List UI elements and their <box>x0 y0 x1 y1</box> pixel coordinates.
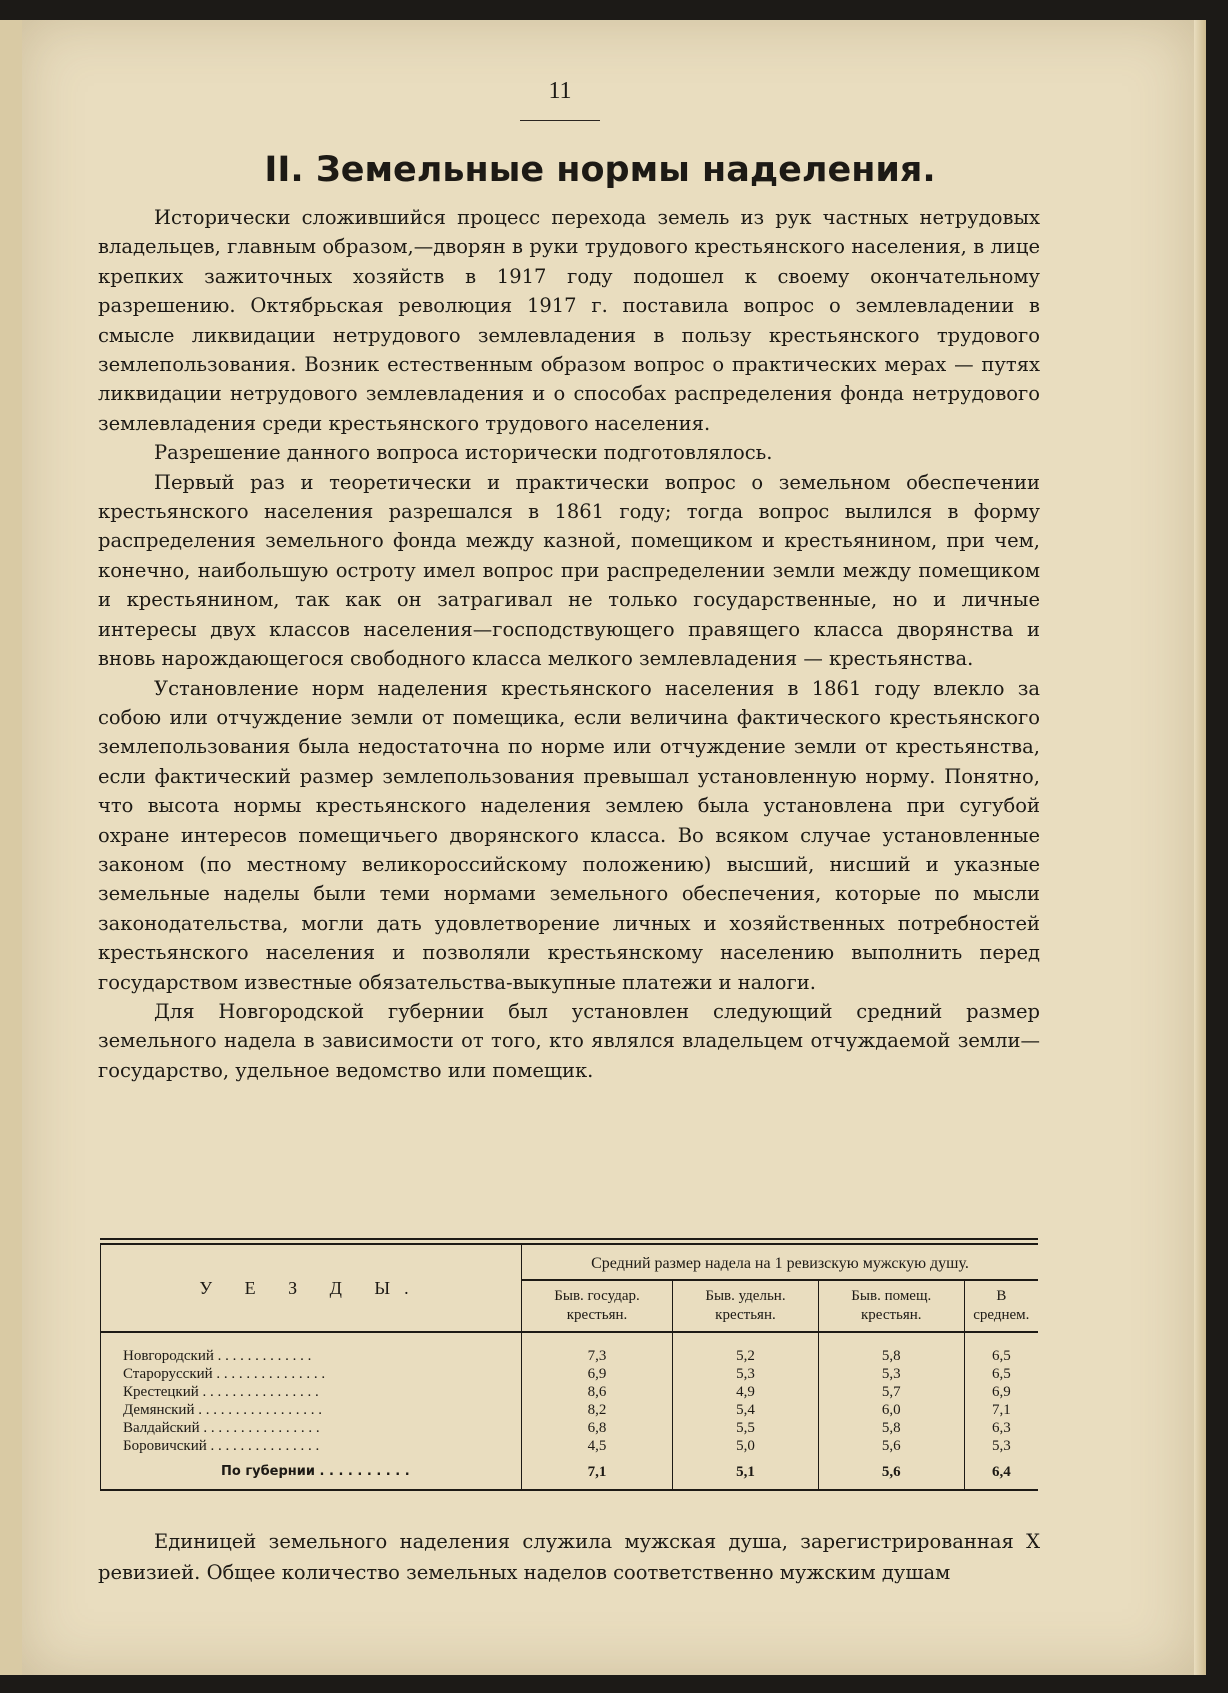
table-row <box>101 1437 1039 1455</box>
value-cell: 6,9 <box>964 1383 1038 1401</box>
column-header: В среднем. <box>964 1280 1038 1332</box>
value-cell: 6,5 <box>964 1365 1038 1383</box>
paragraph: Первый раз и теоретически и практически вопрос о земельном обеспечении крестьянского населения разрешался в 1861 году; тогда вопрос вылился в форму распределения земельного фонда между казной, помещиком и крестьянином, при чем, конечно, наибольшую остроту имел вопрос при распределении земли между помещиком и крестьянином, так как он затрагивал не только государственные, но и личные интересы двух классов населения—господствующего правящего класса дворянства и вновь нарождающегося свободного класса мелкого землевладения — крестьянства. <box>98 470 1040 671</box>
district-column-header: У Е З Д Ы. <box>101 1245 522 1332</box>
total-value-cell: 6,4 <box>964 1455 1038 1489</box>
page-binding-edge <box>0 20 22 1675</box>
body-text <box>98 203 1040 1085</box>
value-cell: 4,5 <box>522 1437 673 1455</box>
district-name: Демянский . . . . . . . . . . . . . . . . . <box>101 1401 522 1419</box>
allotment-table <box>100 1238 1038 1491</box>
value-cell: 6,0 <box>818 1401 964 1419</box>
value-cell: 5,3 <box>818 1365 964 1383</box>
paragraph: Исторически сложившийся процесс перехода земель из рук частных нетрудовых владельцев, главным образом,—дворян в руки трудового крестьянского населения, в лице крепких зажиточных хозяйств в 1917 году подошел к своему окончательному разрешению. Октябрьская революция 1917 г. поставила вопрос о землевладении в смысле ликвидации нетрудового землевладения в пользу крестьянского трудового землепользования. Возник естественным образом вопрос о практических мерах — путях ликвидации нетрудового землевладения и о способах распределения фонда нетрудового землевладения среди крестьянского трудового населения. <box>98 206 1040 435</box>
paragraph: Для Новгородской губернии был установлен следующий средний размер земельного надела в зависимости от того, кто являлся владельцем отчуждаемой земли—государство, удельное ведомство или помещик. <box>98 999 1040 1082</box>
total-value-cell: 7,1 <box>522 1455 673 1489</box>
value-cell: 6,8 <box>522 1419 673 1437</box>
paragraph: Установление норм наделения крестьянского населения в 1861 году влекло за собою или отчуждение земли от помещика, если величина фактического крестьянского землепользования была недостаточна по норме или отчуждение земли от крестьянства, если фактический размер землепользования превышал установленную норму. Понятно, что высота нормы крестьянского наделения землею была установлена при сугубой охране интересов помещичьего дворянского класса. Во всяком случае установленные законом (по местному великороссийскому положению) высший, нисший и указные земельные наделы были теми нормами земельного обеспечения, которые по мысли законодательства, могли дать удовлетворение личных и хозяйственных потребностей крестьянского населения и позволяли крестьянскому населению выполнить перед государством известные обязательства-выкупные платежи и налоги. <box>98 676 1040 994</box>
value-cell: 5,4 <box>672 1401 818 1419</box>
table-row <box>101 1365 1039 1383</box>
value-cell: 5,8 <box>818 1332 964 1365</box>
total-value-cell: 5,1 <box>672 1455 818 1489</box>
closing-text <box>98 1526 1040 1588</box>
total-value-cell: 5,6 <box>818 1455 964 1489</box>
section-title: II. Земельные нормы наделения. <box>264 150 936 190</box>
table-row <box>101 1383 1039 1401</box>
value-cell: 5,0 <box>672 1437 818 1455</box>
page-number: 11 <box>548 78 572 104</box>
district-name: Валдайский . . . . . . . . . . . . . . . . <box>101 1419 522 1437</box>
value-cell: 5,6 <box>818 1437 964 1455</box>
value-cell: 7,3 <box>522 1332 673 1365</box>
value-cell: 5,3 <box>672 1365 818 1383</box>
value-cell: 7,1 <box>964 1401 1038 1419</box>
allotment-group-header: Средний размер надела на 1 ревизскую мужскую душу. <box>522 1245 1039 1280</box>
value-cell: 5,3 <box>964 1437 1038 1455</box>
district-name: Крестецкий . . . . . . . . . . . . . . . . <box>101 1383 522 1401</box>
paragraph: Разрешение данного вопроса исторически подготовлялось. <box>154 441 773 465</box>
total-label: По губернии . . . . . . . . . . <box>101 1455 522 1489</box>
page-edge-shadow <box>1194 20 1206 1675</box>
column-header: Быв. помещ. крестьян. <box>818 1280 964 1332</box>
district-name: Старорусский . . . . . . . . . . . . . . . <box>101 1365 522 1383</box>
value-cell: 5,5 <box>672 1419 818 1437</box>
value-cell: 8,2 <box>522 1401 673 1419</box>
value-cell: 5,8 <box>818 1419 964 1437</box>
column-header: Быв. удельн. крестьян. <box>672 1280 818 1332</box>
table-row <box>101 1332 1039 1365</box>
value-cell: 6,3 <box>964 1419 1038 1437</box>
district-name: Новгородский . . . . . . . . . . . . . <box>101 1332 522 1365</box>
table-top-double-rule <box>100 1238 1038 1245</box>
column-header: Быв. государ. крестьян. <box>522 1280 673 1332</box>
value-cell: 4,9 <box>672 1383 818 1401</box>
table-row <box>101 1419 1039 1437</box>
paragraph: Единицей земельного наделения служила мужская душа, зарегистрированная X ревизией. Общее количество земельных наделов соответственно мужским душам <box>98 1530 1040 1584</box>
district-name: Боровичский . . . . . . . . . . . . . . . <box>101 1437 522 1455</box>
page-number-rule <box>520 120 600 121</box>
table-row <box>101 1401 1039 1419</box>
value-cell: 6,9 <box>522 1365 673 1383</box>
table-total-row <box>101 1455 1039 1489</box>
value-cell: 6,5 <box>964 1332 1038 1365</box>
value-cell: 5,7 <box>818 1383 964 1401</box>
value-cell: 5,2 <box>672 1332 818 1365</box>
table-bottom-rule <box>100 1489 1038 1491</box>
value-cell: 8,6 <box>522 1383 673 1401</box>
